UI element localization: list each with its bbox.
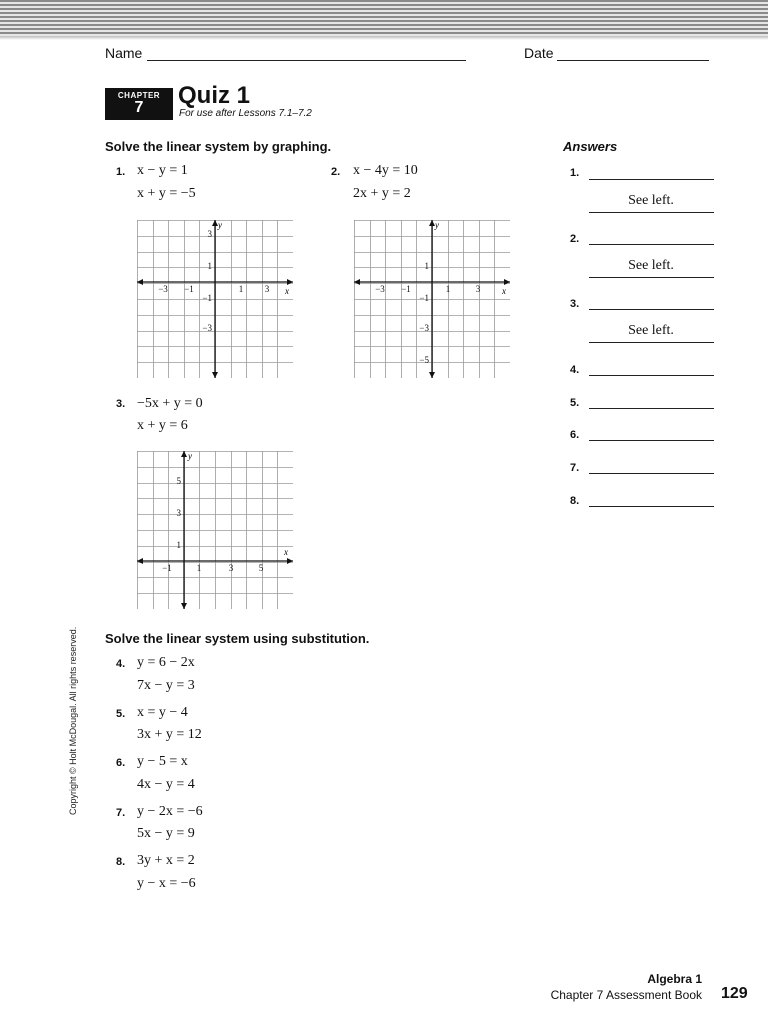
x-tick-label: 1 [445,284,451,294]
x-tick-label: −1 [401,284,411,294]
problem-1-eq2: x + y = −5 [137,186,196,201]
page-subtitle: For use after Lessons 7.1–7.2 [179,108,312,119]
answer-5-line[interactable] [589,408,714,409]
problem-7-eq1: y − 2x = −6 [137,804,203,819]
x-tick-label: 1 [196,563,202,573]
page-number: 129 [721,985,748,1002]
footer-book-title: Algebra 1 [647,972,702,986]
problem-3-eq1: −5x + y = 0 [137,396,203,411]
x-tick-label: −1 [184,284,194,294]
date-label: Date [524,45,554,61]
x-tick-label: 5 [258,563,264,573]
answer-3-number: 3. [570,298,580,310]
problem-7-eq2: 5x − y = 9 [137,826,195,841]
answer-4-number: 4. [570,364,580,376]
answer-2-note: See left. [628,258,674,273]
y-tick-label: 3 [207,229,212,239]
y-tick-label: 3 [176,508,181,518]
answer-3-line-2[interactable] [589,342,714,343]
graph-1-ticks [158,229,270,333]
y-tick-label: 1 [176,540,181,550]
name-field[interactable] [147,60,466,61]
answer-1-line-2[interactable] [589,212,714,213]
problem-5-number: 5. [116,708,126,720]
problem-2-number: 2. [331,166,341,178]
answer-5-number: 5. [570,397,580,409]
problem-5-eq1: x = y − 4 [137,705,188,720]
problem-4-eq1: y = 6 − 2x [137,655,195,670]
y-tick-label: 5 [176,476,181,486]
x-tick-label: −3 [158,284,168,294]
y-tick-label: 1 [424,261,429,271]
graph-3-arrow-down [181,603,187,609]
answer-1-note: See left. [628,193,674,208]
y-tick-label: −3 [202,323,212,333]
graph-1-x-label: x [285,286,289,296]
answer-8-line[interactable] [589,506,714,507]
graph-1[interactable] [137,220,293,378]
y-tick-label: −5 [419,355,429,365]
x-tick-label: 3 [264,284,270,294]
problem-2-eq2: 2x + y = 2 [353,186,411,201]
answer-8-number: 8. [570,495,580,507]
y-tick-label: −1 [202,293,212,303]
answer-7-line[interactable] [589,473,714,474]
problem-8-number: 8. [116,856,126,868]
answer-2-number: 2. [570,233,580,245]
problem-1-eq1: x − y = 1 [137,163,188,178]
problem-7-number: 7. [116,807,126,819]
date-field[interactable] [557,60,709,61]
x-tick-label: 3 [228,563,234,573]
graph-2-y-label: y [435,220,439,230]
x-tick-label: 3 [475,284,481,294]
problem-1-number: 1. [116,166,126,178]
problem-3-number: 3. [116,398,126,410]
graph-2[interactable] [354,220,510,378]
copyright-notice: Copyright © Holt McDougal. All rights reserved. [68,626,78,815]
answer-3-line[interactable] [589,309,714,310]
header-stripes [0,0,768,36]
problem-3-eq2: x + y = 6 [137,418,188,433]
problem-8-eq2: y − x = −6 [137,876,196,891]
answer-2-line[interactable] [589,244,714,245]
problem-4-eq2: 7x − y = 3 [137,678,195,693]
x-tick-label: −1 [162,563,172,573]
graph-3-y-label: y [188,451,192,461]
problem-6-eq2: 4x − y = 4 [137,777,195,792]
answer-2-line-2[interactable] [589,277,714,278]
answer-1-line[interactable] [589,179,714,180]
answer-4-line[interactable] [589,375,714,376]
graph-3-arrow-right [287,558,293,564]
graph-3-grid [137,451,293,609]
answers-heading: Answers [563,139,618,154]
problem-6-eq1: y − 5 = x [137,754,188,769]
problem-4-number: 4. [116,658,126,670]
section-graphing-heading: Solve the linear system by graphing. [105,139,332,154]
answer-7-number: 7. [570,462,580,474]
graph-2-x-label: x [502,286,506,296]
graph-3[interactable] [137,451,293,609]
graph-1-y-label: y [218,220,222,230]
name-label: Name [105,45,143,61]
section-substitution-heading: Solve the linear system using substitution. [105,631,370,646]
problem-6-number: 6. [116,757,126,769]
chapter-word: CHAPTER [117,91,161,100]
problem-2-eq1: x − 4y = 10 [353,163,418,178]
answer-6-number: 6. [570,429,580,441]
y-tick-label: 1 [207,261,212,271]
y-tick-label: −1 [419,293,429,303]
graph-2-arrow-right [504,279,510,285]
x-tick-label: 1 [238,284,244,294]
graph-3-x-label: x [284,547,288,557]
graph-2-arrow-down [429,372,435,378]
answer-3-note: See left. [628,323,674,338]
answer-6-line[interactable] [589,440,714,441]
graph-2-ticks [375,261,481,365]
answer-1-number: 1. [570,167,580,179]
chapter-badge [105,88,173,120]
header-stripes-shadow [0,36,768,40]
x-tick-label: −3 [375,284,385,294]
graph-1-arrow-right [287,279,293,285]
problem-5-eq2: 3x + y = 12 [137,727,202,742]
graph-3-ticks [162,476,264,573]
chapter-number: 7 [134,99,144,116]
footer-book-name: Chapter 7 Assessment Book [550,988,702,1002]
graph-1-arrow-down [212,372,218,378]
y-tick-label: −3 [419,323,429,333]
problem-8-eq1: 3y + x = 2 [137,853,195,868]
page-title: Quiz 1 [178,82,251,109]
